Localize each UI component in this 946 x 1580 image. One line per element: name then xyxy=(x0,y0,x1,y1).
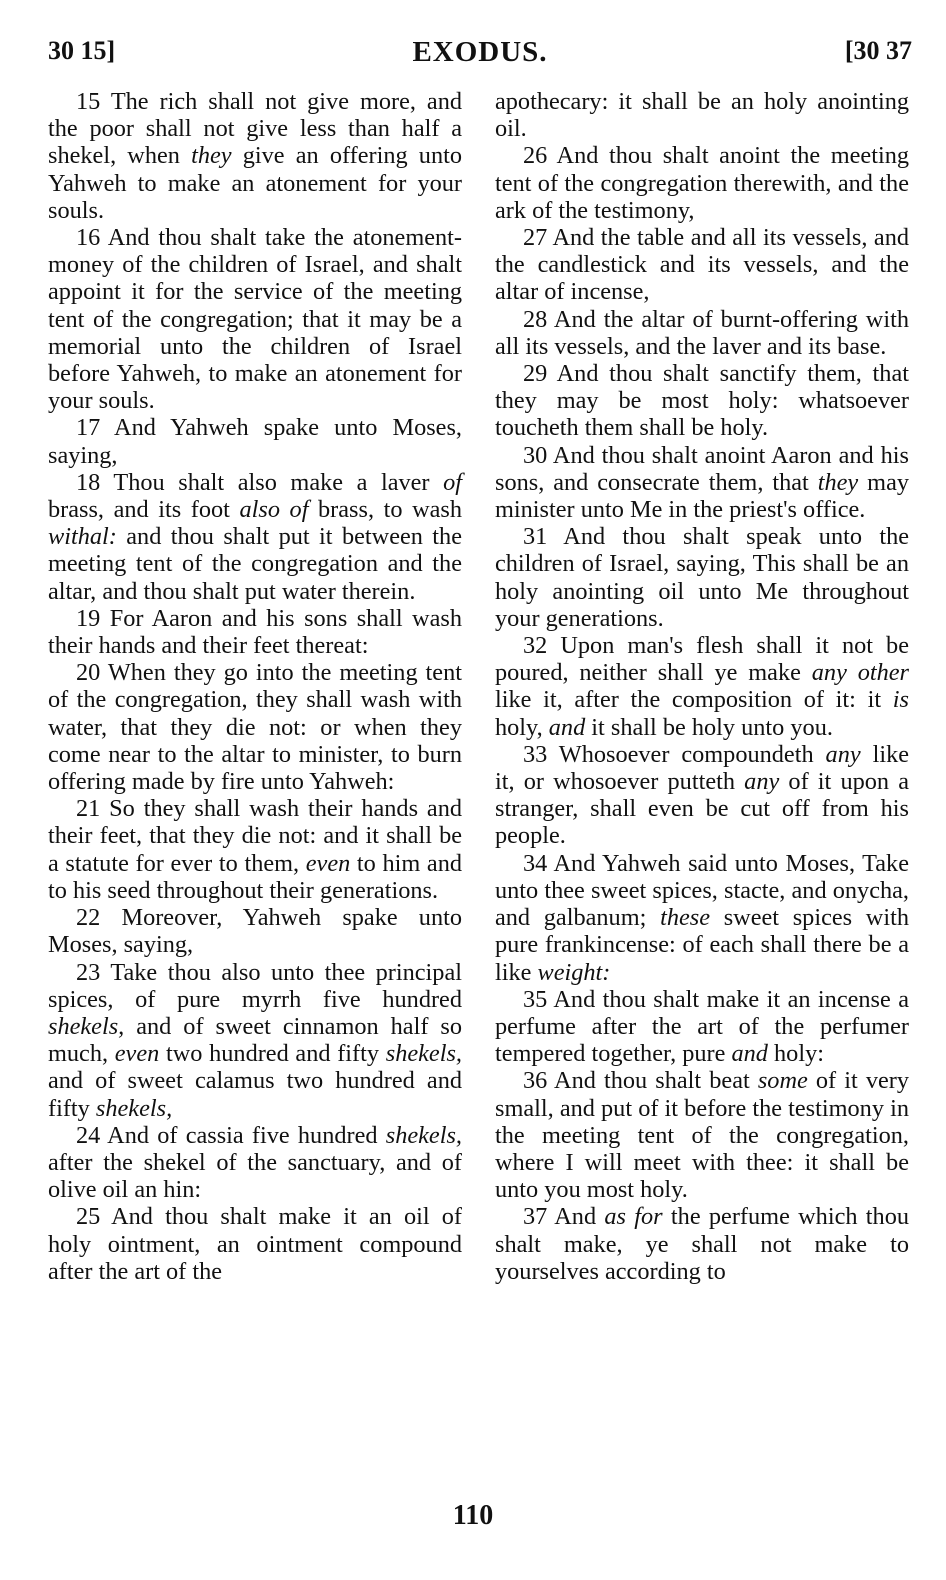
verse-paragraph: 29 And thou shalt sanctify them, that they may be most holy: whatsoever toucheth them shall be holy. xyxy=(495,360,909,442)
page-number: 110 xyxy=(452,1500,494,1531)
verse-paragraph: 34 And Yahweh said unto Moses, Take unto thee sweet spices, stacte, and onycha, and galbanum; these sweet spices with pure frankincense: of each shall there be a like weight: xyxy=(495,849,910,986)
verse-paragraph: 20 When they go into the meeting tent of the congregation, they shall wash with water, that they die not: or when they come near to the altar to minister, to burn offering made by fire unto Yahweh: xyxy=(48,659,462,796)
verse-paragraph: 26 And thou shalt anoint the meeting tent of the congregation therewith, and the ark of the testimony, xyxy=(495,142,909,224)
verse-paragraph: 31 And thou shalt speak unto the children of Israel, saying, This shall be an holy anointing oil unto Me throughout your generations. xyxy=(495,523,909,632)
verse-paragraph: 33 Whosoever compoundeth any like it, or whosoever putteth any of it upon a stranger, shall even be cut off from his people. xyxy=(495,740,909,850)
right-text-column xyxy=(495,88,909,1285)
running-header xyxy=(48,22,912,68)
header-verse-range-end: [30 37 xyxy=(844,36,912,65)
verse-paragraph: 17 And Yahweh spake unto Moses, saying, xyxy=(48,414,462,469)
verse-paragraph: 22 Moreover, Yahweh spake unto Moses, saying, xyxy=(48,904,462,959)
verse-paragraph: 21 So they shall wash their hands and their feet, that they die not: and it shall be a statute for ever to them, even to him and to his seed throughout their generations. xyxy=(48,795,462,904)
verse-paragraph: apothecary: it shall be an holy anointing oil. xyxy=(495,88,909,143)
verse-paragraph: 36 And thou shalt beat some of it very small, and put of it before the testimony in the meeting tent of the congregation, where I will meet with thee: it shall be unto you most holy. xyxy=(495,1067,909,1204)
verse-paragraph: 25 And thou shalt make it an oil of holy ointment, an ointment compound after the art of the xyxy=(48,1203,462,1285)
verse-paragraph: 16 And thou shalt take the atonement-money of the children of Israel, and shalt appoint it for the service of the meeting tent of the congregation; that it may be a memorial unto the children of Israel before Yahweh, to make an atonement for your souls. xyxy=(48,224,462,415)
header-book-title: EXODUS. xyxy=(412,36,548,68)
verse-paragraph: 24 And of cassia five hundred shekels, after the shekel of the sanctuary, and of olive oil an hin: xyxy=(48,1121,462,1204)
verse-paragraph: 19 For Aaron and his sons shall wash their hands and their feet thereat: xyxy=(48,604,462,660)
verse-paragraph: 28 And the altar of burnt-offering with all its vessels, and the laver and its base. xyxy=(495,305,909,360)
verse-paragraph: 15 The rich shall not give more, and the poor shall not give less than half a shekel, when they give an offering unto Yahweh to make an atonement for your souls. xyxy=(48,88,463,224)
verse-paragraph: 35 And thou shalt make it an incense a perfume after the art of the perfumer tempered together, pure and holy: xyxy=(495,985,909,1068)
verse-paragraph: 32 Upon man's flesh shall it not be poured, neither shall ye make any other like it, after the composition of it: it is holy, and it shall be holy unto you. xyxy=(495,632,909,741)
verse-paragraph: 30 And thou shalt anoint Aaron and his sons, and consecrate them, that they may minister unto Me in the priest's office. xyxy=(495,441,910,524)
verse-paragraph: 27 And the table and all its vessels, and the candlestick and its vessels, and the altar of incense, xyxy=(495,224,909,306)
verse-paragraph: 37 And as for the perfume which thou shalt make, ye shall not make to yourselves according to xyxy=(495,1203,909,1285)
left-text-column xyxy=(48,88,462,1285)
verse-paragraph: 18 Thou shalt also make a laver of brass, and its foot also of brass, to wash withal: and thou shalt put it between the meeting tent of the congregation and the altar, and thou shalt put water therein. xyxy=(48,468,463,605)
header-verse-range-start: 30 15] xyxy=(48,36,116,65)
verse-paragraph: 23 Take thou also unto thee principal spices, of pure myrrh five hundred shekels, and of sweet cinnamon half so much, even two hundred and fifty shekels, and of sweet calamus two hundred and fifty shekels, xyxy=(48,958,462,1122)
